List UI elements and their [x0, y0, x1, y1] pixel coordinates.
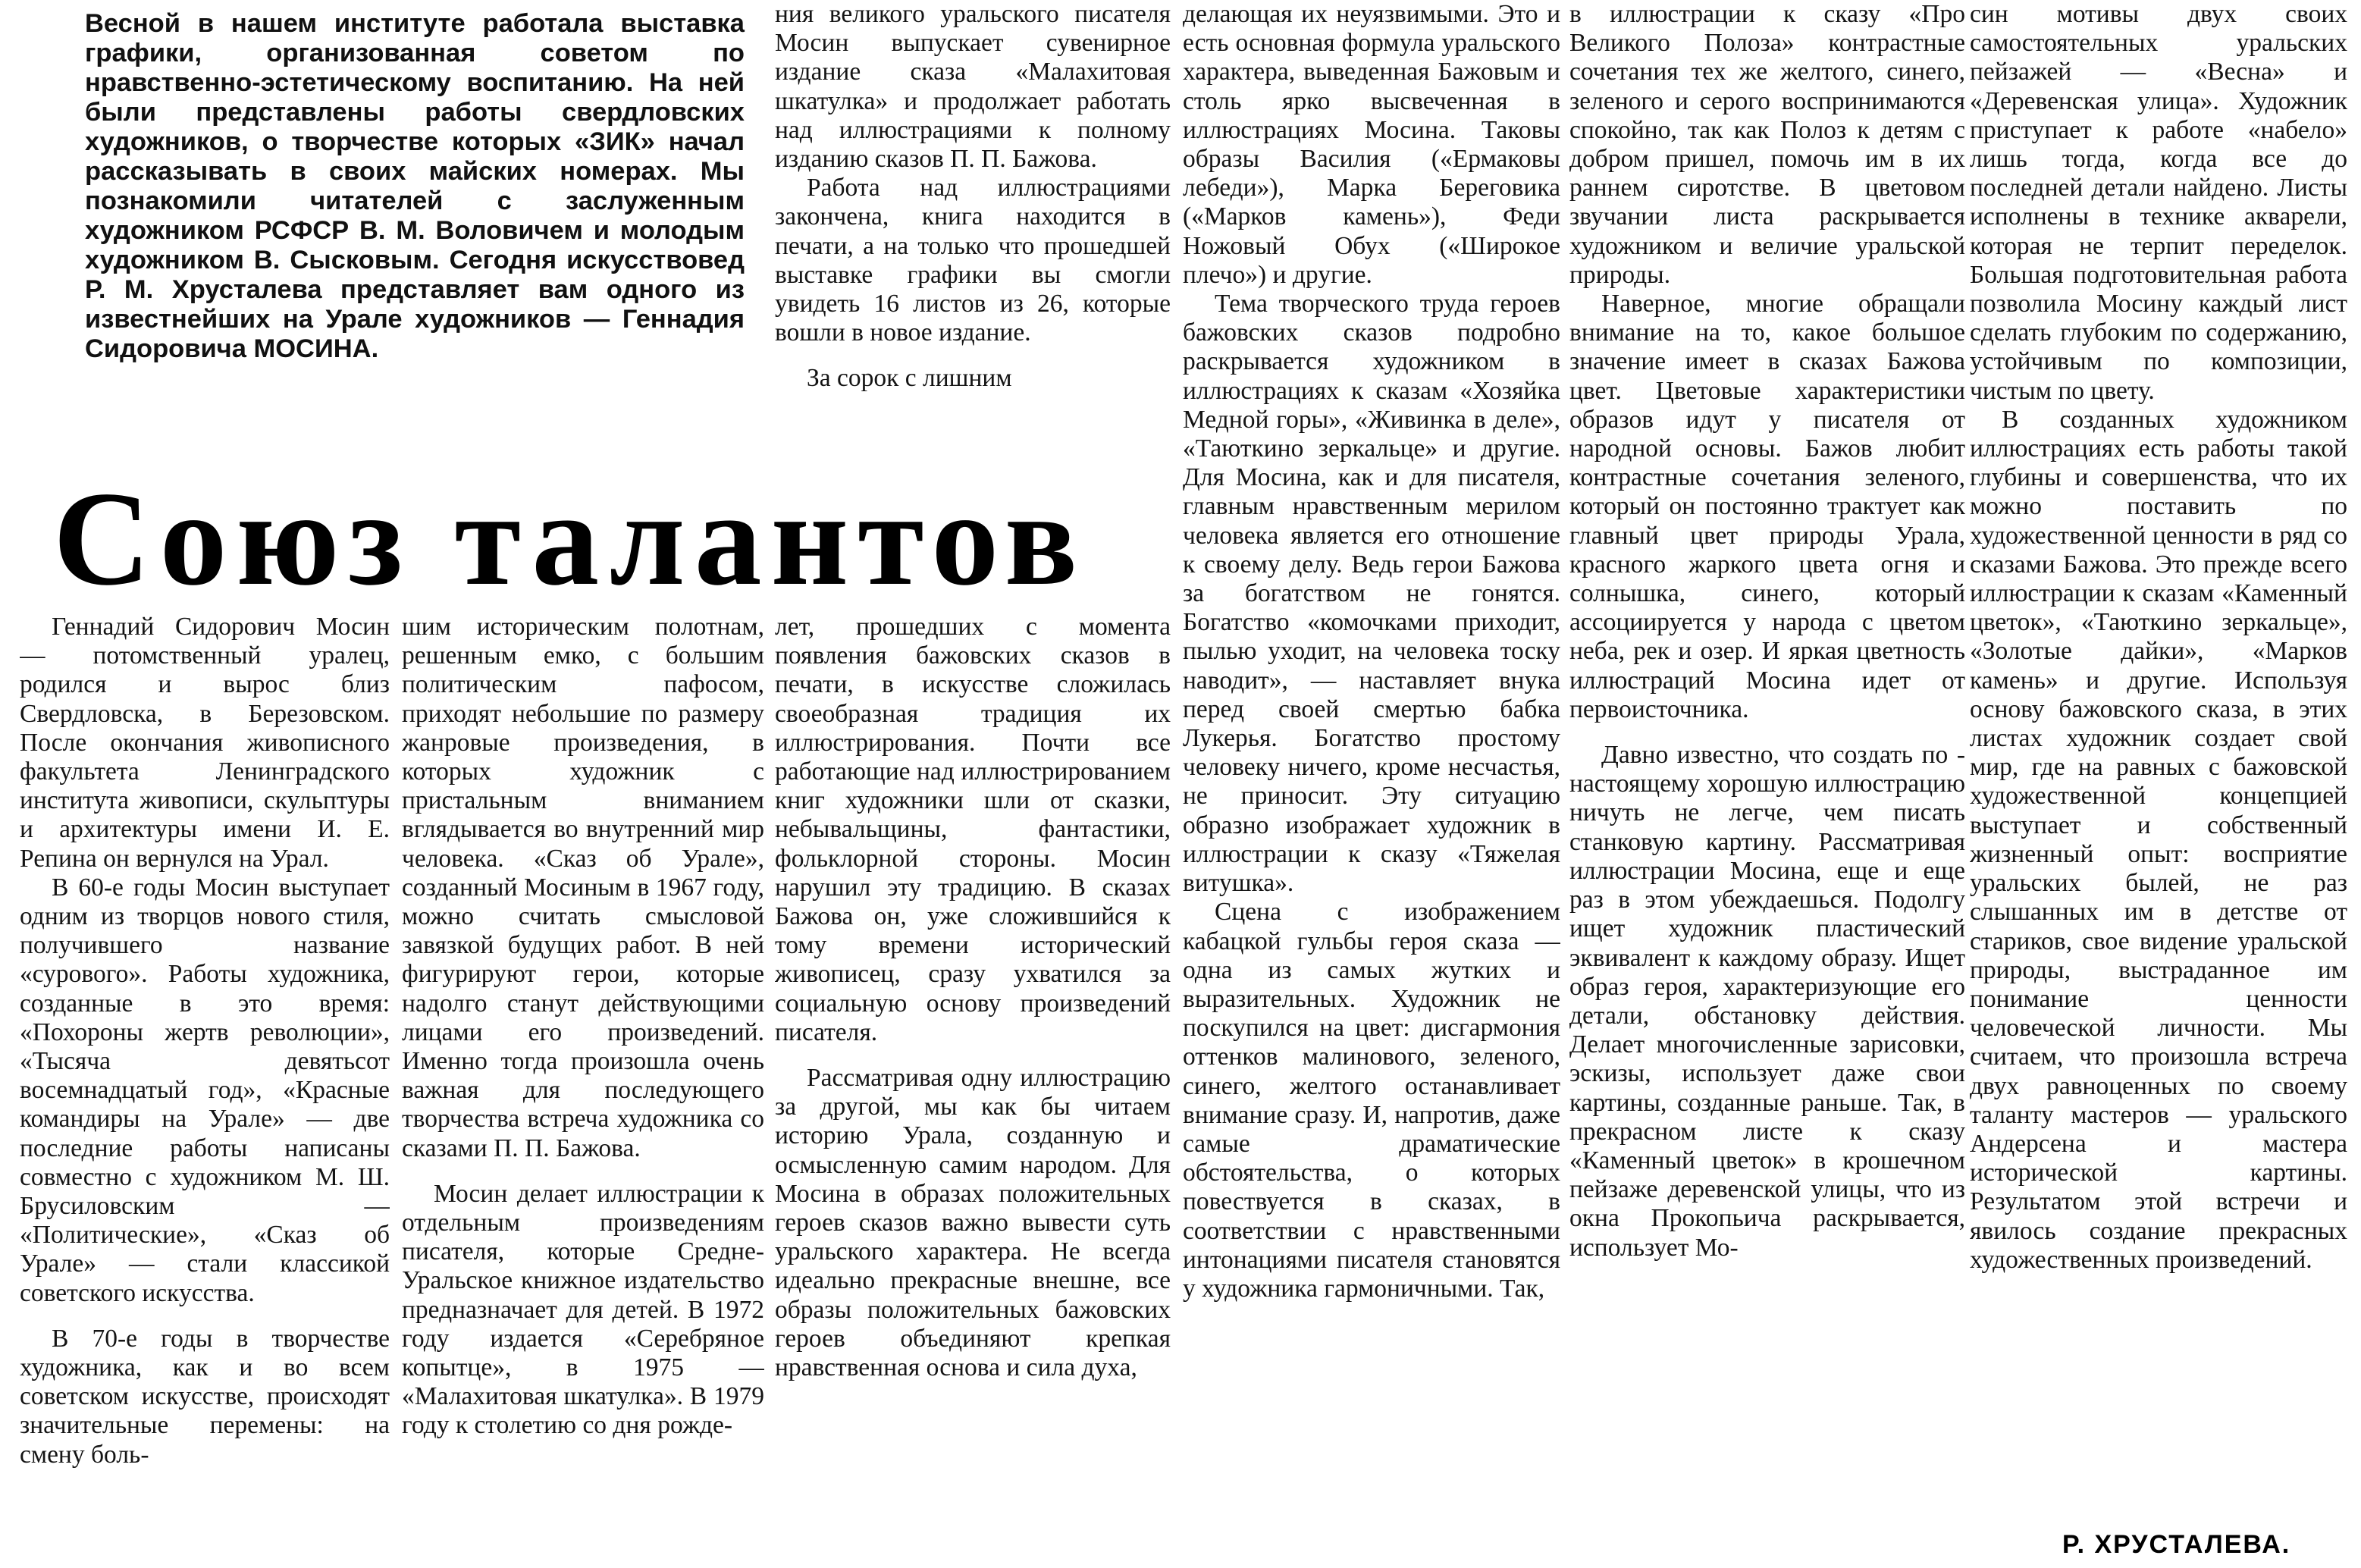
- paragraph: Наверное, многие обращали внимание на то, какое большое значение имеет в сказах Бажова цвет. Цветовые характеристики образов идут у писателя от народной основы. Бажов любит контрастные сочетания зеленого, который он постоянно трактует как главный цвет природы Урала, красного жаркого цвета огня и солнышка, синего, который ассоциируется у народа с цветом неба, рек и озер. И яркая цветность иллюстраций Мосина идет от первоисточника.: [1569, 290, 1965, 723]
- paragraph: В 70-е годы в творчестве художника, как и во всем советском искусстве, происходят значительные перемены: на смену боль-: [20, 1324, 390, 1469]
- author-byline: Р. ХРУСТАЛЕВА.: [2062, 1530, 2291, 1559]
- paragraph: Давно известно, что создать по - настоящему хорошую иллюстрацию ничуть не легче, чем писать станковую картину. Рассматривая иллюстрации Мосина, еще и еще раз в этом убеждаешься. Подолгу ищет художник пластический эквивалент к каждому образу. Ищет образ героя, характеризующие его детали, обстановку действия. Делает многочисленные зарисовки, эскизы, использует даже свои картины, созданные раньше. Так, в прекрасном листе к сказу «Каменный цветок» в крошечном пейзаже деревенской улицы, что из окна Прокопьича раскрывается, использует Мо-: [1569, 741, 1965, 1262]
- article-column-5: [1569, 0, 1965, 1566]
- paragraph: в иллюстрации к сказу «Про Великого Полоза» контрастные сочетания тех же желтого, синего, зеленого и серого воспринимаются спокойно, так как Полоз к детям с добром пришел, помочь им в их раннем сиротстве. В цветовом звучании листа раскрывается художником и величие уральской природы.: [1569, 0, 1965, 289]
- paragraph: В 60-е годы Мосин выступает одним из творцов нового стиля, получившего название «сурового». Работы художника, созданные в это время: «Похороны жертв революции», «Тысяча девятьсот восемнадцатый год», «Красные командиры на Урале» — две последние работы написаны совместно с художником М. Ш. Брусиловским — «Политические», «Сказ об Урале» — стали классикой советского искусства.: [20, 873, 390, 1307]
- article-lead: Весной в нашем институте работала выставка графики, организованная советом по нравственно-эстетическому воспитанию. На ней были представлены работы свердловских художников, о творчестве которых «ЗИК» начал рассказывать в своих майских номерах. Мы познакомили читателей с заслуженным художником РСФСР В. М. Воловичем и молодым художником В. Сысковым. Сегодня искусствовед Р. М. Хрусталева представляет вам одного из известнейших на Урале художников — Геннадия Сидоровича МОСИНА.: [85, 9, 745, 363]
- article-column-6: [1970, 0, 2347, 1515]
- paragraph: В созданных художником иллюстрациях есть работы такой глубины и совершенства, что их можно поставить по художественной ценности в ряд со сказами Бажова. Это прежде всего иллюстрации к сказам «Каменный цветок», «Таюткино зеркальце», «Золотые дайки», «Марков камень» и другие. Используя основу бажовского сказа, в этих листах художник создает свой мир, где на равных с бажовской художественной концепцией выступает и собственный жизненный опыт: восприятие уральских былей, не раз слышанных им в детстве от стариков, свое видение уральской природы, выстраданное им понимание ценности человеческой личности. Мы считаем, что произошла встреча двух равноценных по своему таланту мастеров — уральского Андерсена и мастера исторической картины. Результатом этой встречи и явилось создание прекрасных художественных произведений.: [1970, 405, 2347, 1274]
- paragraph: ния великого уральского писателя Мосин выпускает сувенирное издание сказа «Малахитовая шкатулка» и продолжает работать над иллюстрациями к полному изданию сказов П. П. Бажова.: [775, 0, 1171, 174]
- paragraph: Мосин делает иллюстрации к отдельным произведениям писателя, которые Средне-Уральское книжное издательство предназначает для детей. В 1972 году издается «Серебряное копытце», в 1975 — «Малахитовая шкатулка». В 1979 году к столетию со дня рожде-: [402, 1179, 764, 1440]
- article-column-2: [402, 613, 764, 1566]
- paragraph: лет, прошедших с момента появления бажовских сказов в печати, в искусстве сложилась своеобразная традиция их иллюстрирования. Почти все работающие над иллюстрированием книг художники шли от сказки, небывальщины, фантастики, фольклорной стороны. Мосин нарушил эту традицию. В сказах Бажова он, уже сложившийся к тому времени исторический живописец, сразу ухватился за социальную основу произведений писателя.: [775, 613, 1171, 1046]
- paragraph: делающая их неуязвимыми. Это и есть основная формула уральского характера, выведенная Бажовым и столь ярко высвеченная в иллюстрациях Мосина. Таковы образы Василия («Ермаковы лебеди»), Марка Береговика («Марков камень»), Феди Ножовый Обух («Широкое плечо») и другие.: [1183, 0, 1560, 289]
- paragraph: шим историческим полотнам, решенным емко, с большим политическим пафосом, приходят небольшие по размеру жанровые произведения, в которых художник с пристальным вниманием вглядывается во внутренний мир человека. «Сказ об Урале», созданный Мосиным в 1967 году, можно считать смысловой завязкой будущих работ. В ней фигурируют герои, которые надолго станут действующими лицами его произведений. Именно тогда произошла очень важная для последующего творчества встреча художника со сказами П. П. Бажова.: [402, 613, 764, 1162]
- article-headline: Союз талантов: [53, 463, 1086, 613]
- paragraph: За сорок с лишним: [807, 364, 1012, 393]
- paragraph: Сцена с изображением кабацкой гульбы героя сказа — одна из самых жутких и выразительных. Художник не поскупился на цвет: дисгармония оттенков малинового, зеленого, синего, желтого останавливает внимание сразу. И, напротив, даже самые драматические обстоятельства, о которых повествуется в сказах, в соответствии с нравственными интонациями писателя становятся у художника гармоничными. Так,: [1183, 898, 1560, 1303]
- article-column-3: [775, 613, 1171, 1566]
- article-column-4: [1183, 0, 1560, 1566]
- article-column-1: [20, 613, 390, 1566]
- paragraph: Рассматривая одну иллюстрацию за другой, мы как бы читаем историю Урала, созданную и осмысленную самим народом. Для Мосина в образах положительных героев сказов важно вывести суть уральского характера. Не всегда идеально прекрасные внешне, все образы положительных бажовских героев объединяют крепкая нравственная основа и сила духа,: [775, 1064, 1171, 1382]
- paragraph: Работа над иллюстрациями закончена, книга находится в печати, а на только что прошедшей выставке графики вы смогли увидеть 16 листов из 26, которые вошли в новое издание.: [775, 174, 1171, 347]
- paragraph: син мотивы двух своих самостоятельных уральских пейзажей — «Весна» и «Деревенская улица». Художник приступает к работе «набело» лишь тогда, когда все до последней детали найдено. Листы исполнены в технике акварели, которая не терпит переделок. Большая подготовительная работа позволила Мосину каждый лист сделать глубоким по содержанию, устойчивым по композиции, чистым по цвету.: [1970, 0, 2347, 405]
- paragraph: Геннадий Сидорович Мосин — потомственный уралец, родился и вырос близ Свердловска, в Березовском. После окончания живописного факультета Ленинградского института живописи, скульптуры и архитектуры имени И. Е. Репина он вернулся на Урал.: [20, 613, 390, 873]
- paragraph: Тема творческого труда героев бажовских сказов подробно раскрывается художником в иллюстрациях к сказам «Хозяйка Медной горы», «Живинка в деле», «Таюткино зеркальце» и другие. Для Мосина, как и для писателя, главным нравственным мерилом человека является его отношение к своему делу. Ведь герои Бажова за богатством не гонятся. Богатство «комочками приходит, пылью уходит, на человека тоску наводит», — наставляет внука перед своей смертью бабка Лукерья. Богатство простому человеку ничего, кроме несчастья, не приносит. Эту ситуацию образно изображает художник в иллюстрации к сказу «Тяжелая витушка».: [1183, 290, 1560, 898]
- article-column-3-top: [775, 0, 1171, 478]
